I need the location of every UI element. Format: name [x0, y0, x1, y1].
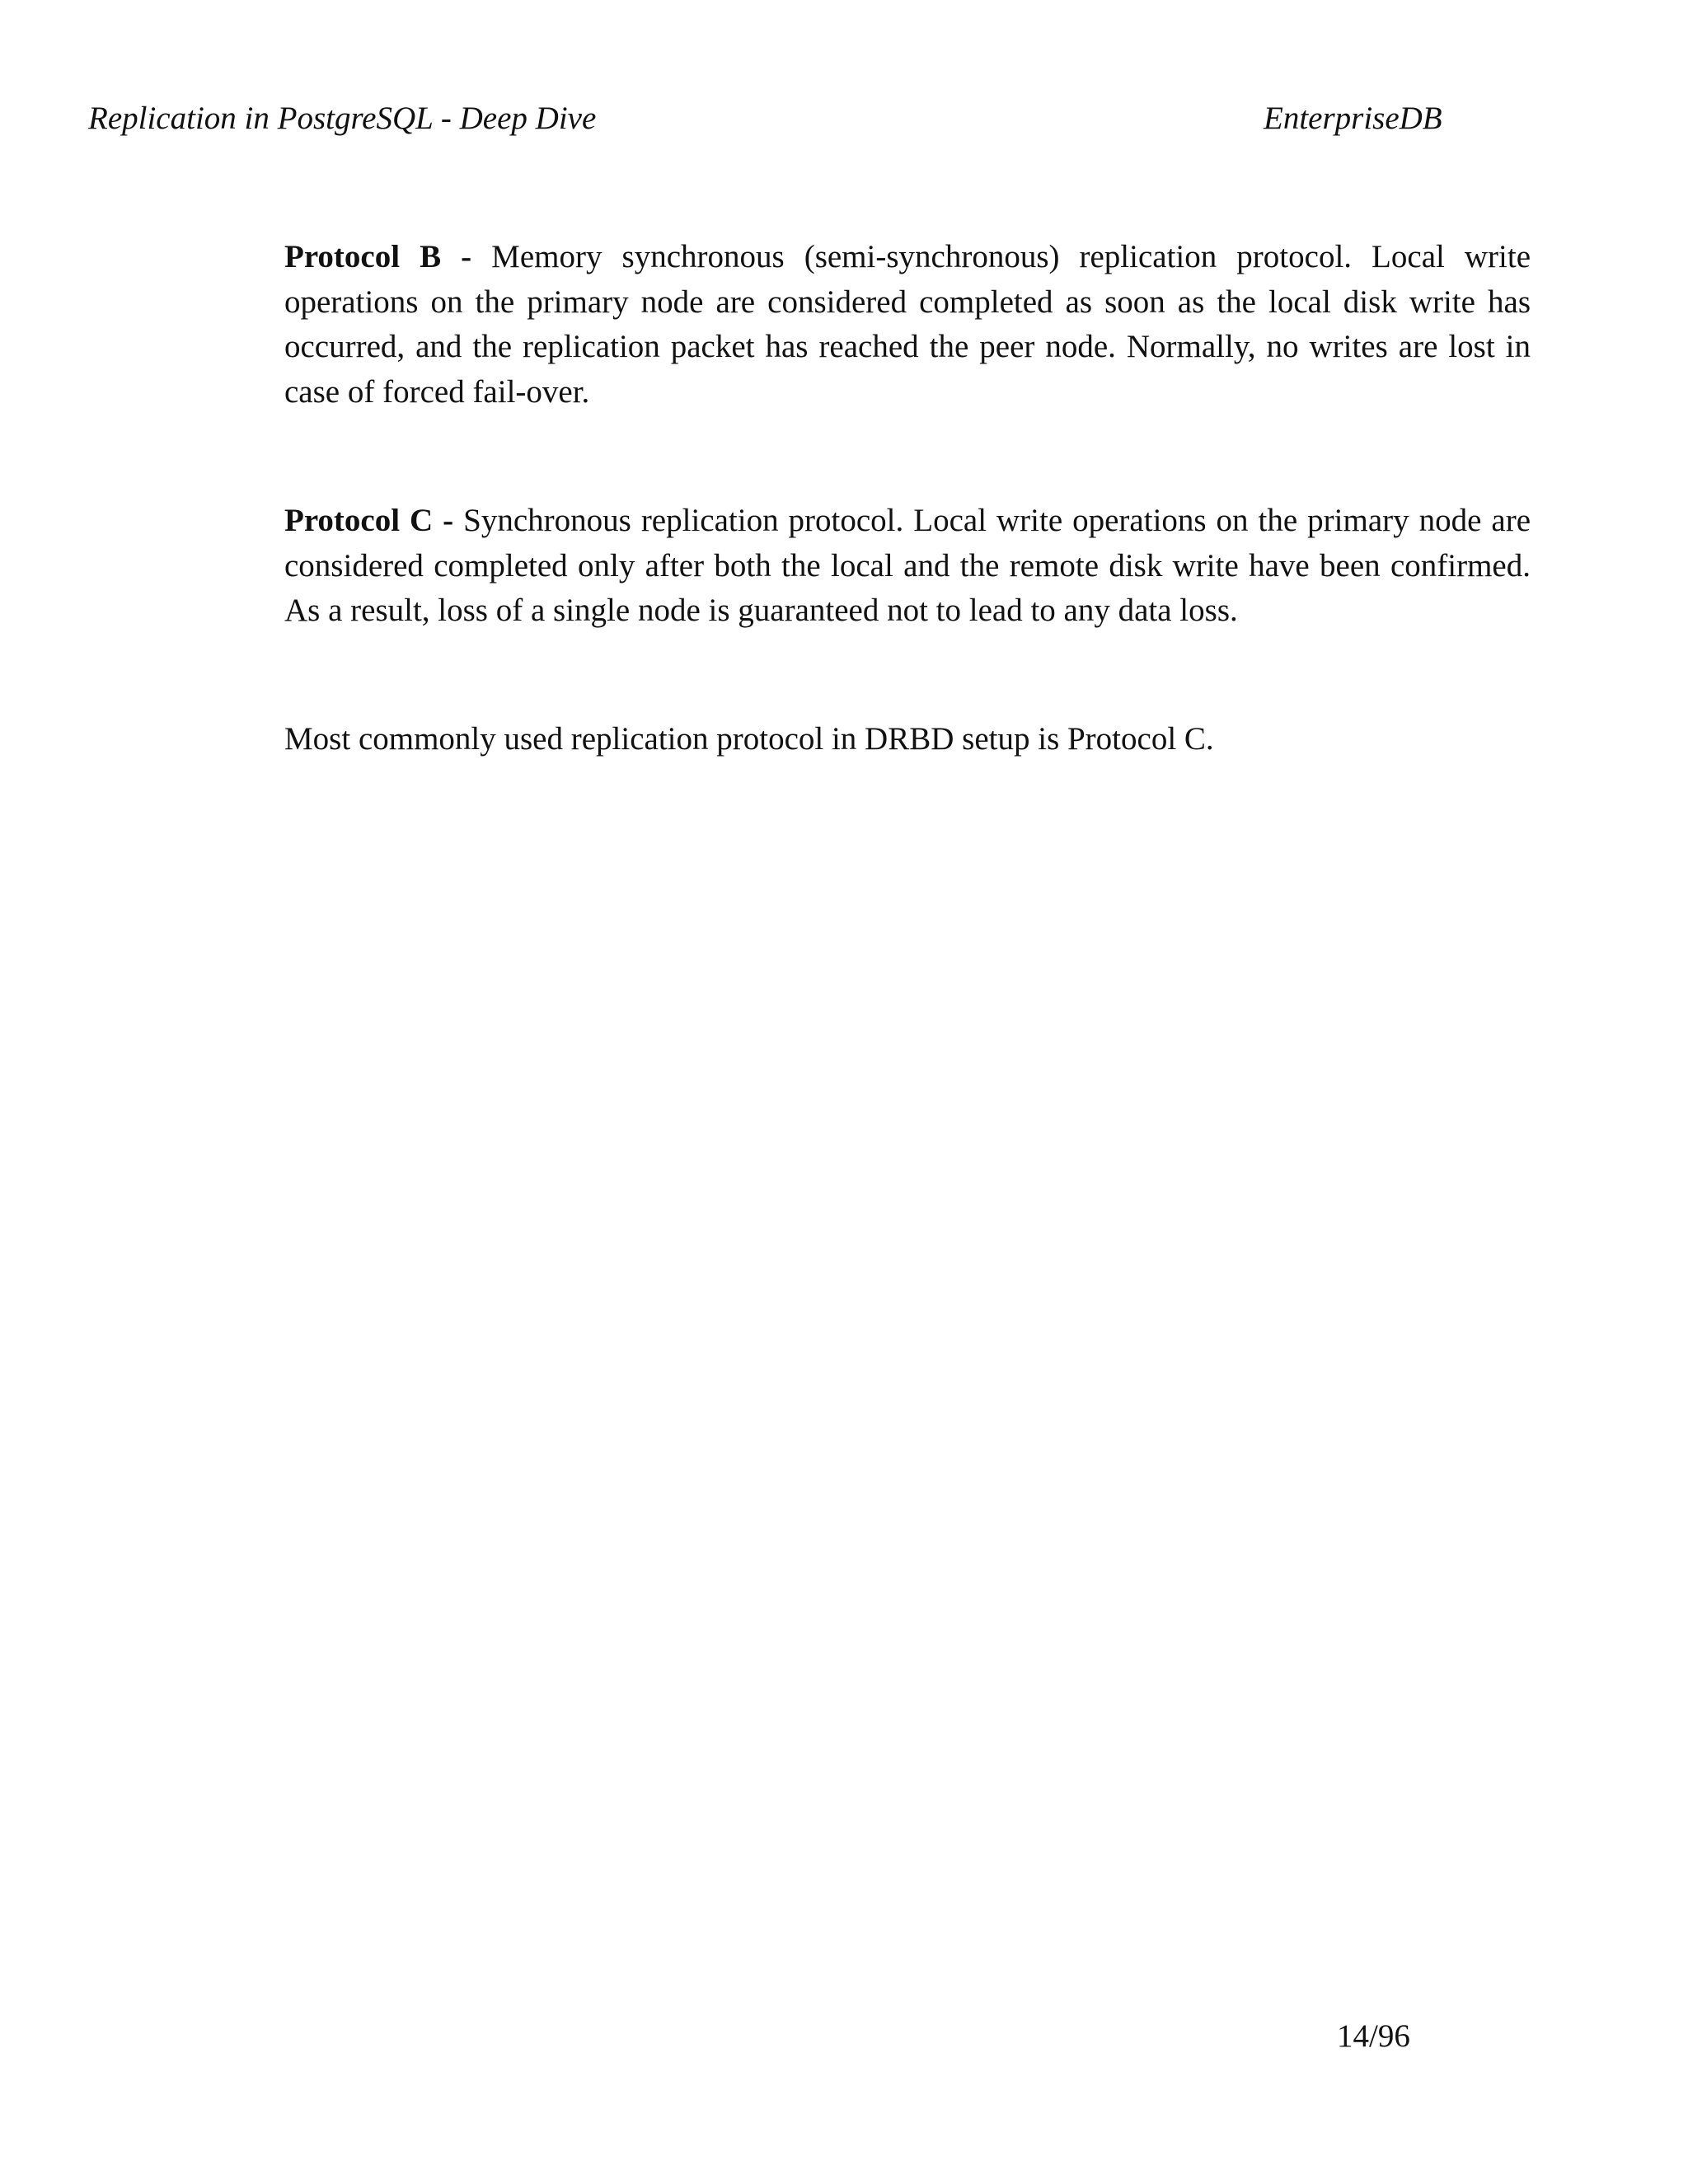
protocol-b-description: Memory synchronous (semi-synchronous) replication protocol. Local write operations on the primary node are considered completed as soon as the local disk write has occurred, and the replication packet has reached the peer node. Normally, no writes are lost in case of forced fail-over.	[284, 239, 1531, 410]
protocol-c-term: Protocol C -	[284, 503, 454, 538]
header-company-name: EnterpriseDB	[1264, 101, 1442, 136]
protocol-b-term: Protocol B -	[284, 239, 472, 274]
page-number: 14/96	[1337, 2018, 1410, 2054]
running-header	[0, 97, 1688, 147]
header-document-title: Replication in PostgreSQL - Deep Dive	[88, 101, 597, 136]
paragraph-protocol-b	[284, 235, 1531, 415]
paragraph-protocol-c	[284, 499, 1531, 634]
paragraph-common-protocol-note: Most commonly used replication protocol in DRBD setup is Protocol C.	[284, 721, 1214, 757]
protocol-c-description: Synchronous replication protocol. Local write operations on the primary node are considered completed only after both the local and the remote disk write have been confirmed. As a result, loss of a single node is guaranteed not to lead to any data loss.	[284, 503, 1531, 628]
